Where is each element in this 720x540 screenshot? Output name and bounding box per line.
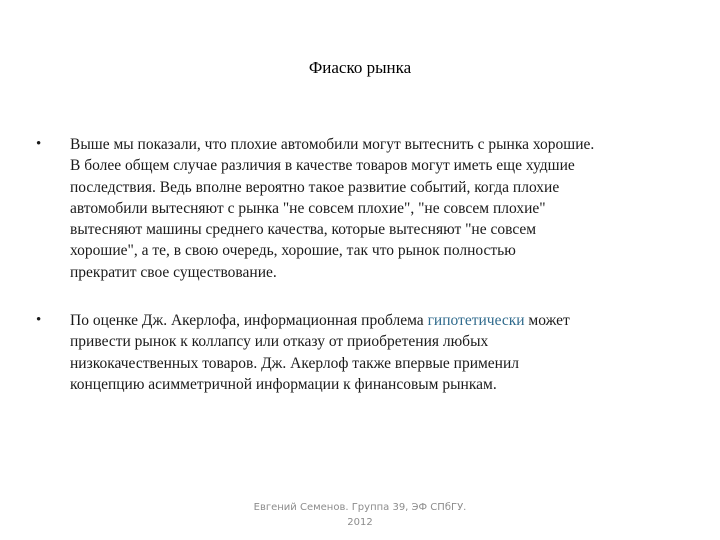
- footer-year: 2012: [347, 517, 373, 528]
- text-line: Выше мы показали, что плохие автомобили могут вытеснить с рынка хорошие.: [70, 136, 595, 153]
- footer-author: Евгений Семенов. Группа 39, ЭФ СПбГУ.: [253, 502, 467, 513]
- text-line: [70, 310, 696, 331]
- bullet-dot: •: [36, 312, 42, 329]
- text-line: хорошие", а те, в свою очередь, хорошие, так что рынок полностью: [70, 242, 516, 260]
- text-line: низкокачественных товаров. Дж. Акерлоф также впервые применил: [70, 354, 520, 372]
- text-line: автомобили вытесняют с рынка "не совсем плохие", "не совсем плохие": [70, 199, 546, 217]
- text-segment: По оценке Дж. Акерлофа, информационная проблема: [70, 312, 428, 330]
- text-line: вытесняют машины среднего качества, которые вытесняют "не совсем: [70, 221, 537, 239]
- slide-title: Фиаско рынка: [308, 58, 412, 77]
- text-line: последствия. Ведь вполне вероятно такое развитие событий, когда плохие: [70, 178, 560, 196]
- bullet-list: [36, 134, 696, 395]
- bullet-dot: •: [36, 136, 42, 152]
- text-line: В более общем случае различия в качестве товаров могут иметь еще худшие: [70, 157, 575, 175]
- text-line: прекратит свое существование.: [70, 263, 277, 281]
- bullet-item: [36, 134, 696, 283]
- bullet-item: [36, 310, 696, 395]
- text-line: концепцию асимметричной информации к финансовым рынкам.: [70, 375, 497, 393]
- text-line: привести рынок к коллапсу или отказу от приобретения любых: [70, 333, 489, 351]
- highlighted-term: гипотетически: [427, 312, 525, 330]
- text-segment: может: [524, 312, 570, 330]
- footer: [245, 500, 475, 530]
